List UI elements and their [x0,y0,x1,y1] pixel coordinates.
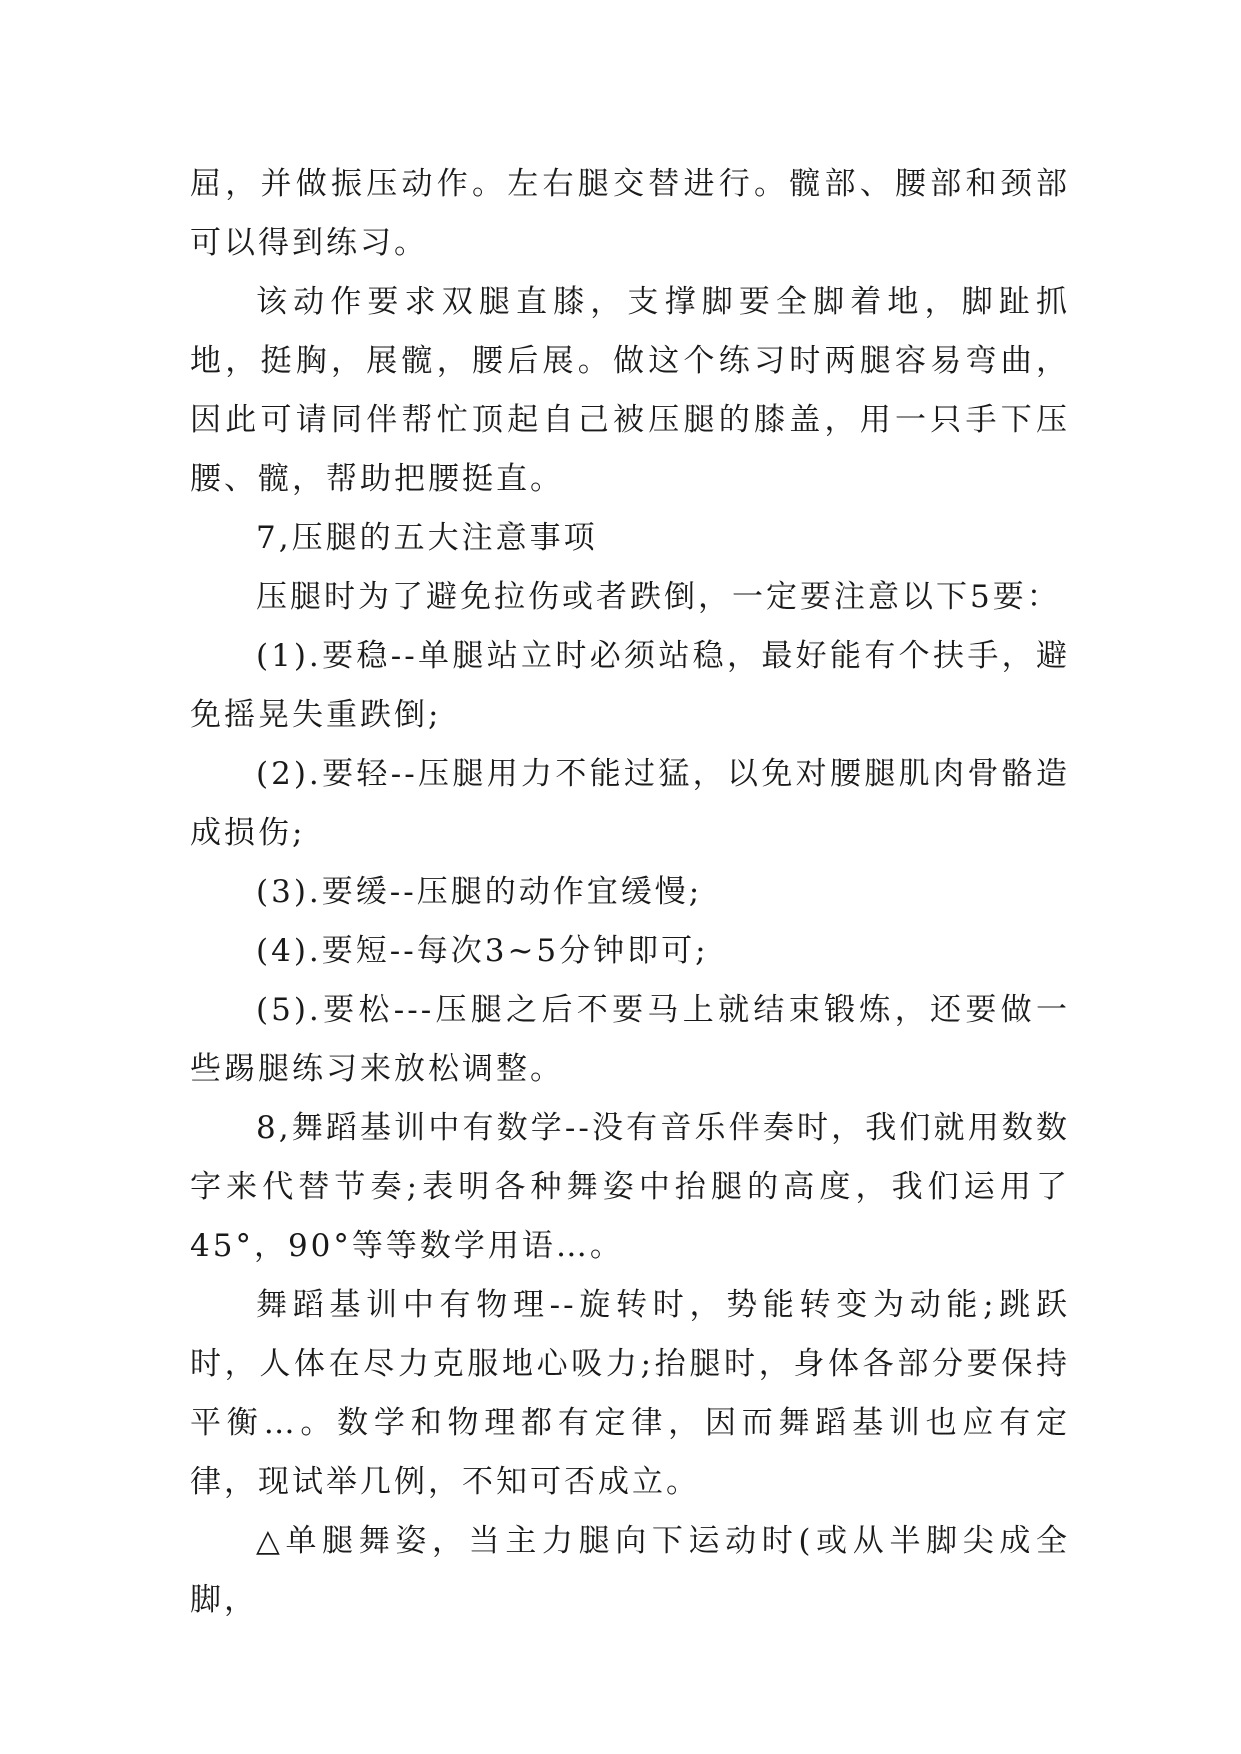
paragraph-single-leg: △单腿舞姿，当主力腿向下运动时(或从半脚尖成全脚， [190,1523,1070,1618]
paragraph-3: 压腿时为了避免拉伤或者跌倒，一定要注意以下5要： [256,579,1061,615]
document-body [190,155,1070,1630]
paragraph-1: 屈，并做振压动作。左右腿交替进行。髋部、腰部和颈部可以得到练习。 [190,166,1070,261]
list-item-5: (5).要松---压腿之后不要马上就结束锻炼，还要做一些踢腿练习来放松调整。 [190,992,1070,1087]
list-item-2: (2).要轻--压腿用力不能过猛，以免对腰腿肌肉骨骼造成损伤; [190,756,1070,851]
paragraph-math: 8,舞蹈基训中有数学--没有音乐伴奏时，我们就用数数字来代替节奏;表明各种舞姿中抬腿的高度，我们运用了45°，90°等等数学用语…。 [190,1110,1070,1264]
section-heading-7: 7,压腿的五大注意事项 [256,520,598,556]
paragraph-2: 该动作要求双腿直膝，支撑脚要全脚着地，脚趾抓地，挺胸，展髋，腰后展。做这个练习时两腿容易弯曲，因此可请同伴帮忙顶起自己被压腿的膝盖，用一只手下压腰、髋，帮助把腰挺直。 [190,284,1070,497]
list-item-3: (3).要缓--压腿的动作宜缓慢; [256,874,703,910]
list-item-1: (1).要稳--单腿站立时必须站稳，最好能有个扶手，避免摇晃失重跌倒; [190,638,1070,733]
paragraph-physics: 舞蹈基训中有物理--旋转时，势能转变为动能;跳跃时，人体在尽力克服地心吸力;抬腿时，身体各部分要保持平衡…。数学和物理都有定律，因而舞蹈基训也应有定律，现试举几例，不知可否成立。 [190,1287,1070,1500]
list-item-4: (4).要短--每次3~5分钟即可; [256,933,709,969]
